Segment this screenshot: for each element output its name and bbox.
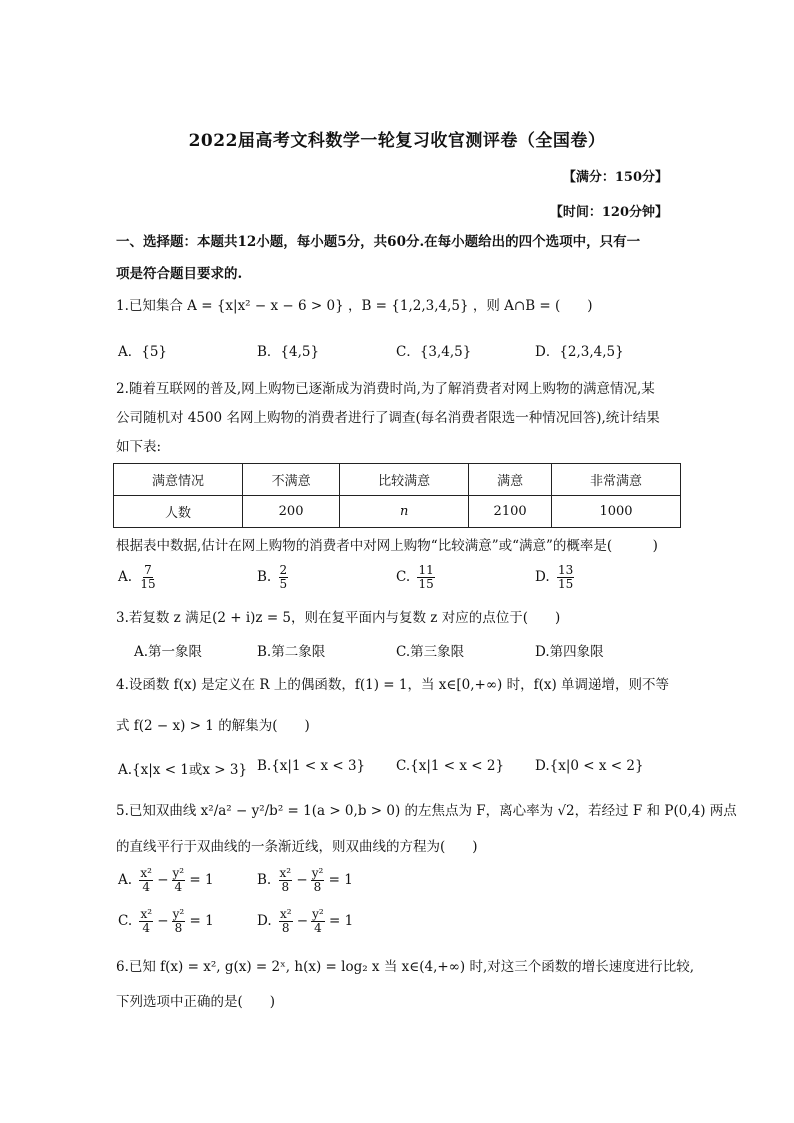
q2-question: 根据表中数据,估计在网上购物的消费者中对网上购物“比较满意”或“满意”的概率是( ): [116, 538, 658, 554]
q2-option-a: [118, 564, 157, 591]
equation-tail: = 1: [189, 913, 214, 929]
q5-line1: 5.已知双曲线 x²/a² − y²/b² = 1(a > 0,b > 0) 的左焦点为 F，离心率为 √2，若经过 F 和 P(0,4) 两点: [116, 803, 737, 819]
survey-table: [113, 463, 681, 528]
q3-option-b: B.第二象限: [257, 644, 326, 660]
table-cell: 人数: [114, 496, 243, 528]
q1-option-a: A．{5}: [118, 344, 168, 360]
equation-tail: = 1: [189, 872, 214, 888]
q1-option-c: C．{3,4,5}: [396, 344, 472, 360]
denominator: 8: [313, 880, 322, 894]
option-label: A.: [118, 569, 133, 585]
numerator: y²: [311, 866, 324, 880]
q2-option-c: [396, 564, 435, 591]
q4-option-d: D.{x|0 < x < 2}: [535, 758, 644, 774]
exam-time: 【时间：120分钟】: [549, 205, 668, 220]
q5-line2: 的直线平行于双曲线的一条渐近线，则双曲线的方程为( ): [116, 839, 478, 855]
section-heading-line2: 项是符合题目要求的.: [116, 266, 243, 282]
equation-tail: = 1: [328, 872, 353, 888]
x-fraction: [139, 867, 153, 894]
option-label: B.: [257, 569, 272, 585]
denominator: 5: [279, 577, 288, 591]
denominator: 15: [140, 577, 156, 591]
denominator: 4: [314, 921, 322, 935]
q2-line1: 2.随着互联网的普及,网上购物已逐渐成为消费时尚,为了解消费者对网上购物的满意情况,某: [116, 381, 655, 397]
fraction: [417, 564, 434, 591]
numerator: y²: [172, 907, 185, 921]
option-label: A.: [118, 872, 133, 888]
numerator: 2: [279, 563, 288, 577]
table-cell: 非常满意: [552, 464, 681, 496]
table-cell: 满意: [469, 464, 552, 496]
denominator: 15: [418, 577, 434, 591]
q2-line2: 公司随机对 4500 名网上购物的消费者进行了调查(每名消费者限选一种情况回答),统计结果: [116, 410, 660, 426]
q3-option-d: D.第四象限: [535, 644, 604, 660]
denominator: 8: [281, 880, 290, 894]
numerator: x²: [279, 866, 292, 880]
denominator: 15: [557, 577, 574, 591]
table-cell: 满意情况: [114, 464, 243, 496]
q5-option-c: C. $\frac{\text{x²}}{4}$ − $\frac{\text{y²}}{8}$ = 1: [118, 907, 214, 935]
table-cell: n: [340, 496, 469, 528]
table-row: [114, 496, 681, 528]
numerator: 11: [418, 563, 434, 577]
q3-option-c: C.第三象限: [396, 644, 465, 660]
q3-option-a: A.第一象限: [134, 644, 203, 660]
table-cell: 1000: [552, 496, 681, 528]
q6-line1: 6.已知 f(x) = x², g(x) = 2ˣ, h(x) = log₂ x 当 x∈(4,+∞) 时,对这三个函数的增长速度进行比较,: [116, 959, 695, 975]
numerator: y²: [312, 907, 324, 921]
q5-option-a: A. $\frac{\text{x²}}{4}$ − $\frac{\text{y²}}{4}$ = 1: [118, 866, 214, 894]
q2-option-d: [535, 564, 574, 591]
q4-line2: 式 f(2 − x) > 1 的解集为( ): [116, 718, 310, 734]
q1-stem: 1.已知集合 A = {x|x² − x − 6 > 0} ，B = {1,2,3,4,5} ，则 A∩B = ( ): [116, 298, 593, 314]
table-header-row: [114, 464, 681, 496]
x-fraction: [279, 867, 293, 894]
full-score: 【满分：150分】: [562, 170, 668, 185]
option-label: D.: [257, 913, 272, 929]
numerator: x²: [140, 907, 153, 921]
denominator: 8: [281, 921, 290, 935]
option-label: C.: [396, 569, 411, 585]
q5-option-d: D. $\frac{\text{x²}}{8}$ − $\frac{\text{y²}}{4}$ = 1: [257, 907, 354, 935]
equation-tail: = 1: [329, 913, 354, 929]
y-fraction: [172, 867, 186, 894]
fraction: [139, 564, 156, 591]
q2-option-b: [257, 564, 288, 591]
q6-line2: 下列选项中正确的是( ): [116, 994, 276, 1010]
numerator: x²: [140, 866, 152, 880]
x-fraction: [279, 908, 293, 935]
y-fraction: [311, 908, 325, 935]
numerator: y²: [172, 866, 185, 880]
q4-option-c: C.{x|1 < x < 2}: [396, 758, 505, 774]
denominator: 4: [142, 921, 151, 935]
table-cell: 比较满意: [340, 464, 469, 496]
q4-option-b: B.{x|1 < x < 3}: [257, 758, 366, 774]
numerator: x²: [279, 907, 292, 921]
option-label: B.: [257, 872, 272, 888]
exam-title: 2022届高考文科数学一轮复习收官测评卷（全国卷）: [188, 131, 606, 151]
denominator: 4: [174, 880, 183, 894]
denominator: 4: [142, 880, 150, 894]
fraction: [279, 564, 289, 591]
numerator: 7: [144, 563, 152, 577]
q1-option-b: B．{4,5}: [257, 344, 320, 360]
table-cell: 2100: [469, 496, 552, 528]
option-label: D.: [535, 569, 550, 585]
q3-stem: 3.若复数 z 满足(2 + i)z = 5，则在复平面内与复数 z 对应的点位于( ): [116, 610, 561, 626]
numerator: 13: [557, 563, 574, 577]
denominator: 8: [174, 921, 183, 935]
x-fraction: [139, 908, 153, 935]
option-label: C.: [118, 913, 133, 929]
fraction: [557, 564, 574, 591]
q4-line1: 4.设函数 f(x) 是定义在 R 上的偶函数，f(1) = 1，当 x∈[0,+∞) 时，f(x) 单调递增，则不等: [116, 677, 670, 693]
y-fraction: [311, 867, 325, 894]
q2-line3: 如下表:: [116, 439, 162, 455]
table-cell: 200: [242, 496, 339, 528]
table-cell: 不满意: [242, 464, 339, 496]
section-heading-line1: 一、选择题：本题共12小题，每小题5分，共60分.在每小题给出的四个选项中，只有一: [116, 234, 641, 250]
q1-option-d: D．{2,3,4,5}: [535, 344, 624, 360]
q5-option-b: B. $\frac{\text{x²}}{8}$ − $\frac{\text{y²}}{8}$ = 1: [257, 866, 353, 894]
q4-option-a: A.{x|x < 1或x > 3}: [118, 762, 248, 778]
y-fraction: [172, 908, 186, 935]
